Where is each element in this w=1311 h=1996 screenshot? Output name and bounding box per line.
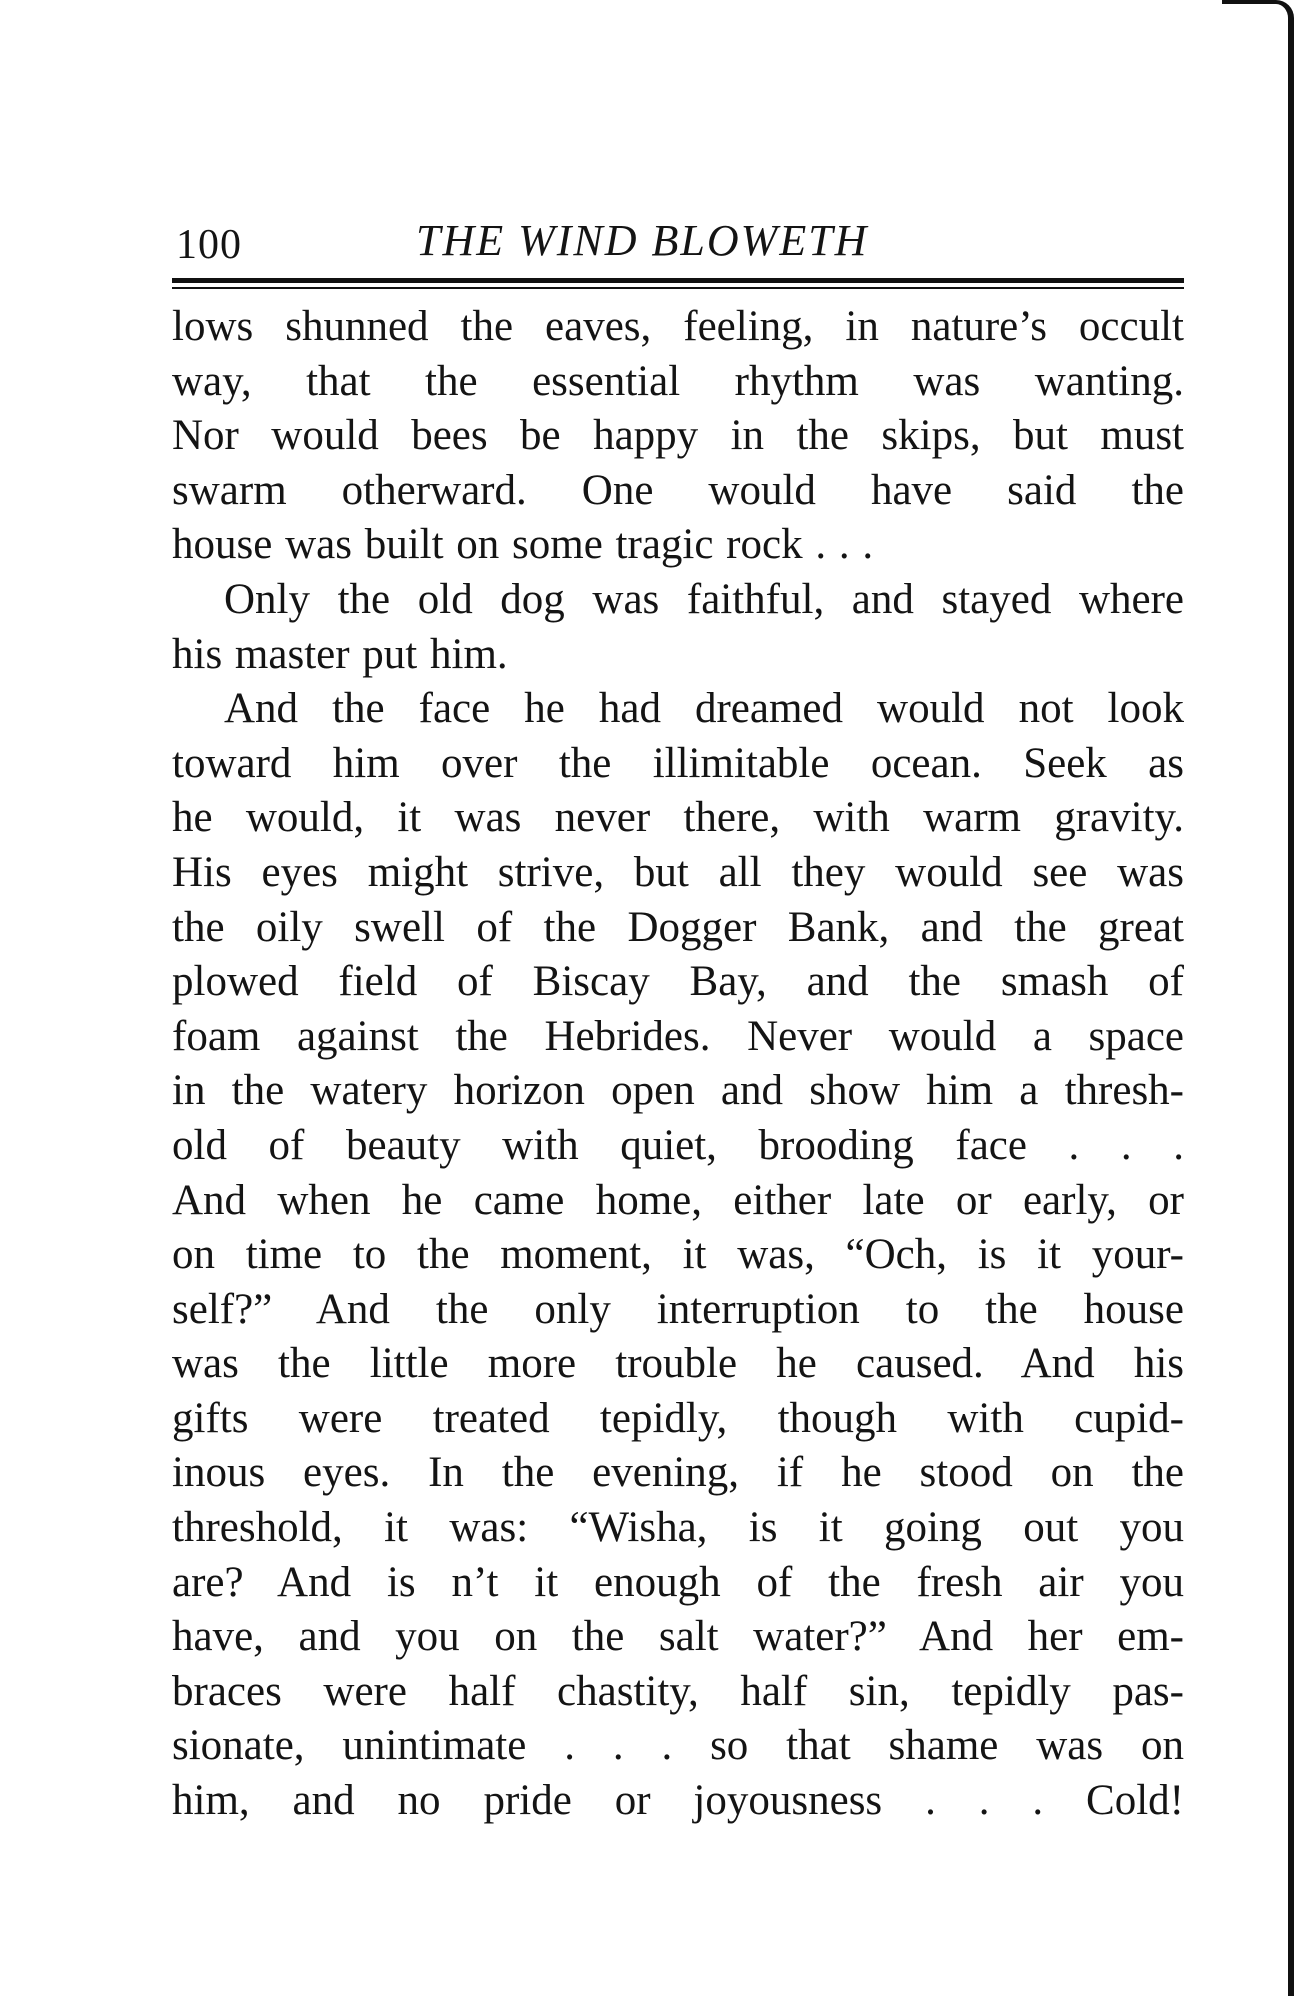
text-line: And when he came home, either late or early, or bbox=[172, 1176, 1184, 1224]
text-line: was the little more trouble he caused. And his bbox=[172, 1340, 1184, 1388]
text-line: him, and no pride or joyousness . . . Cold! bbox=[172, 1777, 1184, 1825]
text-line: plowed field of Biscay Bay, and the smash of bbox=[172, 958, 1184, 1006]
text-line: have, and you on the salt water?” And her em- bbox=[172, 1613, 1184, 1661]
body-text bbox=[172, 300, 1184, 1829]
running-title: THE WIND BLOWETH bbox=[416, 216, 869, 265]
header-rule-thin bbox=[172, 287, 1184, 289]
text-line: threshold, it was: “Wisha, is it going out you bbox=[172, 1504, 1184, 1552]
text-line: house was built on some tragic rock . . . bbox=[172, 521, 874, 569]
text-line: his master put him. bbox=[172, 630, 508, 678]
text-line: And the face he had dreamed would not look bbox=[224, 685, 1184, 733]
header-rule-thick bbox=[172, 278, 1184, 283]
text-line: way, that the essential rhythm was wanting. bbox=[172, 357, 1184, 405]
text-line: in the watery horizon open and show him a thresh- bbox=[172, 1067, 1184, 1115]
text-line: toward him over the illimitable ocean. Seek as bbox=[172, 739, 1184, 787]
text-line: His eyes might strive, but all they would see was bbox=[172, 848, 1184, 896]
text-line: inous eyes. In the evening, if he stood on the bbox=[172, 1449, 1184, 1497]
text-line: old of beauty with quiet, brooding face . . . bbox=[172, 1121, 1184, 1169]
text-line: the oily swell of the Dogger Bank, and the great bbox=[172, 903, 1184, 951]
page-edge-corner bbox=[1222, 0, 1294, 30]
page-number: 100 bbox=[176, 222, 242, 268]
text-line: self?” And the only interruption to the house bbox=[172, 1285, 1184, 1333]
text-line: braces were half chastity, half sin, tepidly pas- bbox=[172, 1667, 1184, 1715]
text-line: gifts were treated tepidly, though with cupid- bbox=[172, 1394, 1184, 1442]
text-line: lows shunned the eaves, feeling, in nature’s occult bbox=[172, 303, 1184, 350]
text-line: Only the old dog was faithful, and stayed where bbox=[224, 575, 1184, 623]
text-line: swarm otherward. One would have said the bbox=[172, 466, 1184, 514]
text-line: Nor would bees be happy in the skips, but must bbox=[172, 412, 1184, 460]
text-line: sionate, unintimate . . . so that shame was on bbox=[172, 1722, 1184, 1770]
page-edge-line bbox=[1288, 28, 1294, 1996]
text-line: are? And is n’t it enough of the fresh air you bbox=[172, 1558, 1184, 1606]
text-line: he would, it was never there, with warm gravity. bbox=[172, 794, 1184, 842]
text-line: foam against the Hebrides. Never would a space bbox=[172, 1012, 1184, 1060]
page-header bbox=[172, 212, 1184, 272]
text-line: on time to the moment, it was, “Och, is it your- bbox=[172, 1231, 1184, 1279]
